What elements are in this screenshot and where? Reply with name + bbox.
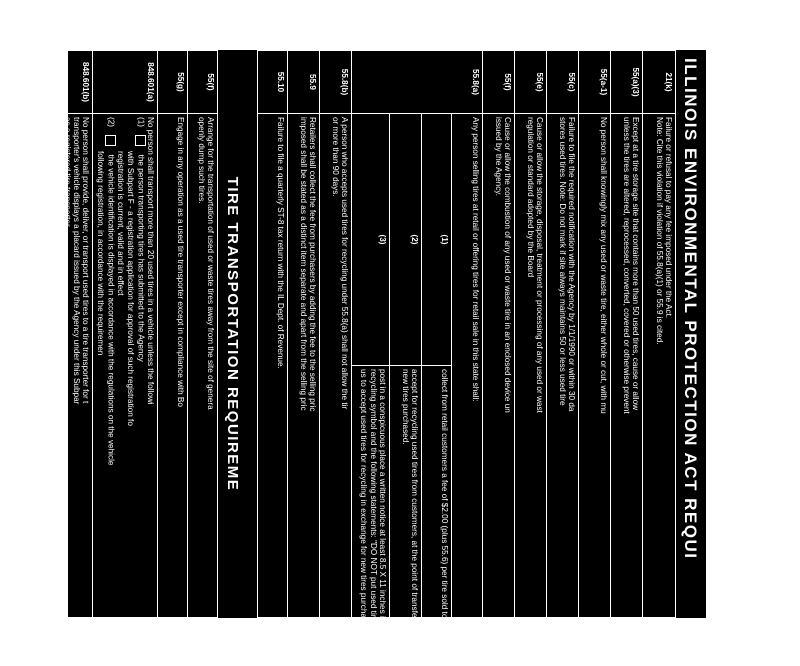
table-row: [390, 51, 422, 618]
checkbox[interactable]: [105, 135, 116, 146]
row-text-line: A person who accepts used tires for recycling under 55.8(a) shall not allow the tir: [340, 117, 349, 410]
row-text-line: regulation or standard adopted by the Board: [525, 117, 535, 278]
row-text-line: No person shall provide, deliver, or transport used tires to a tire transporter for t: [81, 117, 91, 404]
row-text-line: Engage in any operation as a used tire transporter except in compliance with Bo: [176, 117, 185, 407]
table-row: [57, 51, 93, 618]
row-text-line: following registration, in accordance with the requiremen: [95, 151, 105, 356]
violations-table-upper: [257, 50, 676, 666]
row-text-line: registration is current, valid and in effect: [116, 151, 126, 296]
row-text-line: Any person selling tires at retail or offering tires for retail sale in this state shall:: [471, 117, 480, 402]
row-text-line: recycling symbol and the following statements: "DO NOT put used tires in the tra: [368, 369, 378, 661]
row-text-line: the vehicle identification is displayed in accordance with the regulations on the vehicle: [106, 154, 116, 466]
section-heading: TIRE TRANSPORTATION REQUIREME: [224, 176, 241, 492]
sub-number: (1): [135, 117, 145, 128]
row-text-line: the person transporting tires has submitted to the Agency: [135, 154, 145, 362]
table-row: [452, 51, 483, 618]
checkbox[interactable]: [135, 135, 146, 146]
row-text-line: accept for recycling used tires from customers, at the point of transfer, in a quanti: [410, 369, 419, 663]
table-row: [352, 51, 390, 618]
section-code: 55.10: [258, 51, 288, 114]
table-row: [547, 51, 579, 618]
section-code: 55.8(a): [352, 51, 483, 114]
section-code: 55(e): [515, 51, 547, 114]
row-text-line: unless the tires are altered, reprocessed, converted, covered or otherwise prevent: [621, 117, 631, 414]
row-text-line: transporter's vehicle displays a placard issued by the Agency under this Subpar: [71, 117, 81, 405]
row-text-line: stores used tires. Note: Do not mark if site always maintains 50 or less used tire: [557, 117, 567, 406]
table-row: [158, 51, 188, 618]
row-text-line: Retailers shall collect the fee from purchasers by adding the fee to the selling pric: [308, 117, 317, 412]
scanned-document: [62, 50, 706, 666]
section-code: 55(a-1): [579, 51, 611, 114]
section-code: 55(c): [547, 51, 579, 114]
row-text-line: or more than 90 days.: [330, 117, 340, 197]
section-code: 848.601(b): [57, 51, 93, 114]
row-text-line: issued by the Agency.: [493, 117, 503, 197]
sub-number: (2): [390, 114, 422, 366]
section-code: 55(a)(3): [611, 51, 643, 114]
sub-number: (1): [422, 114, 452, 366]
table-row: [422, 51, 452, 618]
section-code: 55(g): [158, 51, 188, 114]
row-text-line: Cause or allow the storage, disposal, treatment or processing of any used or wast: [535, 117, 544, 413]
section-code: 55(f): [188, 51, 218, 114]
table-row: [611, 51, 643, 618]
section-code: 21(k): [643, 51, 676, 114]
row-text-line: Failure or refusal to pay any fee imposed under the Act.: [664, 117, 673, 319]
section-code: 55.9: [288, 51, 320, 114]
row-text-line: No person shall knowingly mix any used or waste tire, either whole or cut, with mu: [599, 117, 608, 414]
row-text-line: No person shall transport more than 20 used tires in a vehicle unless the followi: [146, 117, 155, 405]
row-text-line: with Subpart F - a registration application for approval of such registration fo: [125, 151, 135, 426]
table-row: [258, 51, 288, 618]
table-row: [93, 51, 158, 618]
violations-table-lower: [56, 50, 218, 618]
section-code: 55(f): [483, 51, 515, 114]
row-text-line: post in a conspicuous place a written notice at least 8.5 X 11 inches in size that in: [378, 369, 387, 664]
row-text-line: imposed shall be stated as a distinct item separate and apart from the selling pric: [298, 117, 308, 411]
row-text-line: Cause or allow the combustion of any used or waste tire in an enclosed device un: [503, 117, 512, 413]
table-row: [515, 51, 547, 618]
table-row: [288, 51, 320, 618]
row-text-line: as a registered tire transporter.: [62, 117, 72, 229]
sub-number: (2): [106, 117, 116, 128]
sub-number: (3): [352, 114, 390, 366]
page-title: ILLINOIS ENVIRONMENTAL PROTECTION ACT REQUI: [681, 58, 700, 560]
row-text-line: Arrange for the transportation of used or waste tires away from the site of genera: [206, 117, 215, 410]
row-text-line: us to accept used tires for recycling in exchange for new tires purchased.": [359, 369, 369, 637]
section-code: 55.8(b): [320, 51, 352, 114]
rotated-page: [62, 50, 706, 666]
table-row: [579, 51, 611, 618]
row-text-line: Failure to file the required notification with the Agency by 1/1/1990 or within 30 da: [567, 117, 576, 412]
table-row: [320, 51, 352, 618]
row-text-line: collect from retail customers a fee of $2.00 (plus 55.6) per tire sold to be paid to th: [440, 369, 449, 666]
row-text-line: new tires purchased.: [400, 369, 410, 445]
row-text-line: Except at a tire storage site that contains more than 50 used tires, cause or allow: [631, 117, 640, 411]
row-text-line: openly dump such tires.: [196, 117, 206, 204]
section-code: 848.601(a): [93, 51, 158, 114]
table-row: [188, 51, 218, 618]
row-text-line: Note: Cite this violation if violation of 55.8(a)(1) or 55.9 is cited.: [654, 117, 664, 345]
table-row: [643, 51, 676, 618]
row-text-line: Failure to file a quarterly ST-8 tax return with the IL Dept. of Revenue.: [276, 117, 285, 369]
table-row: [483, 51, 515, 618]
